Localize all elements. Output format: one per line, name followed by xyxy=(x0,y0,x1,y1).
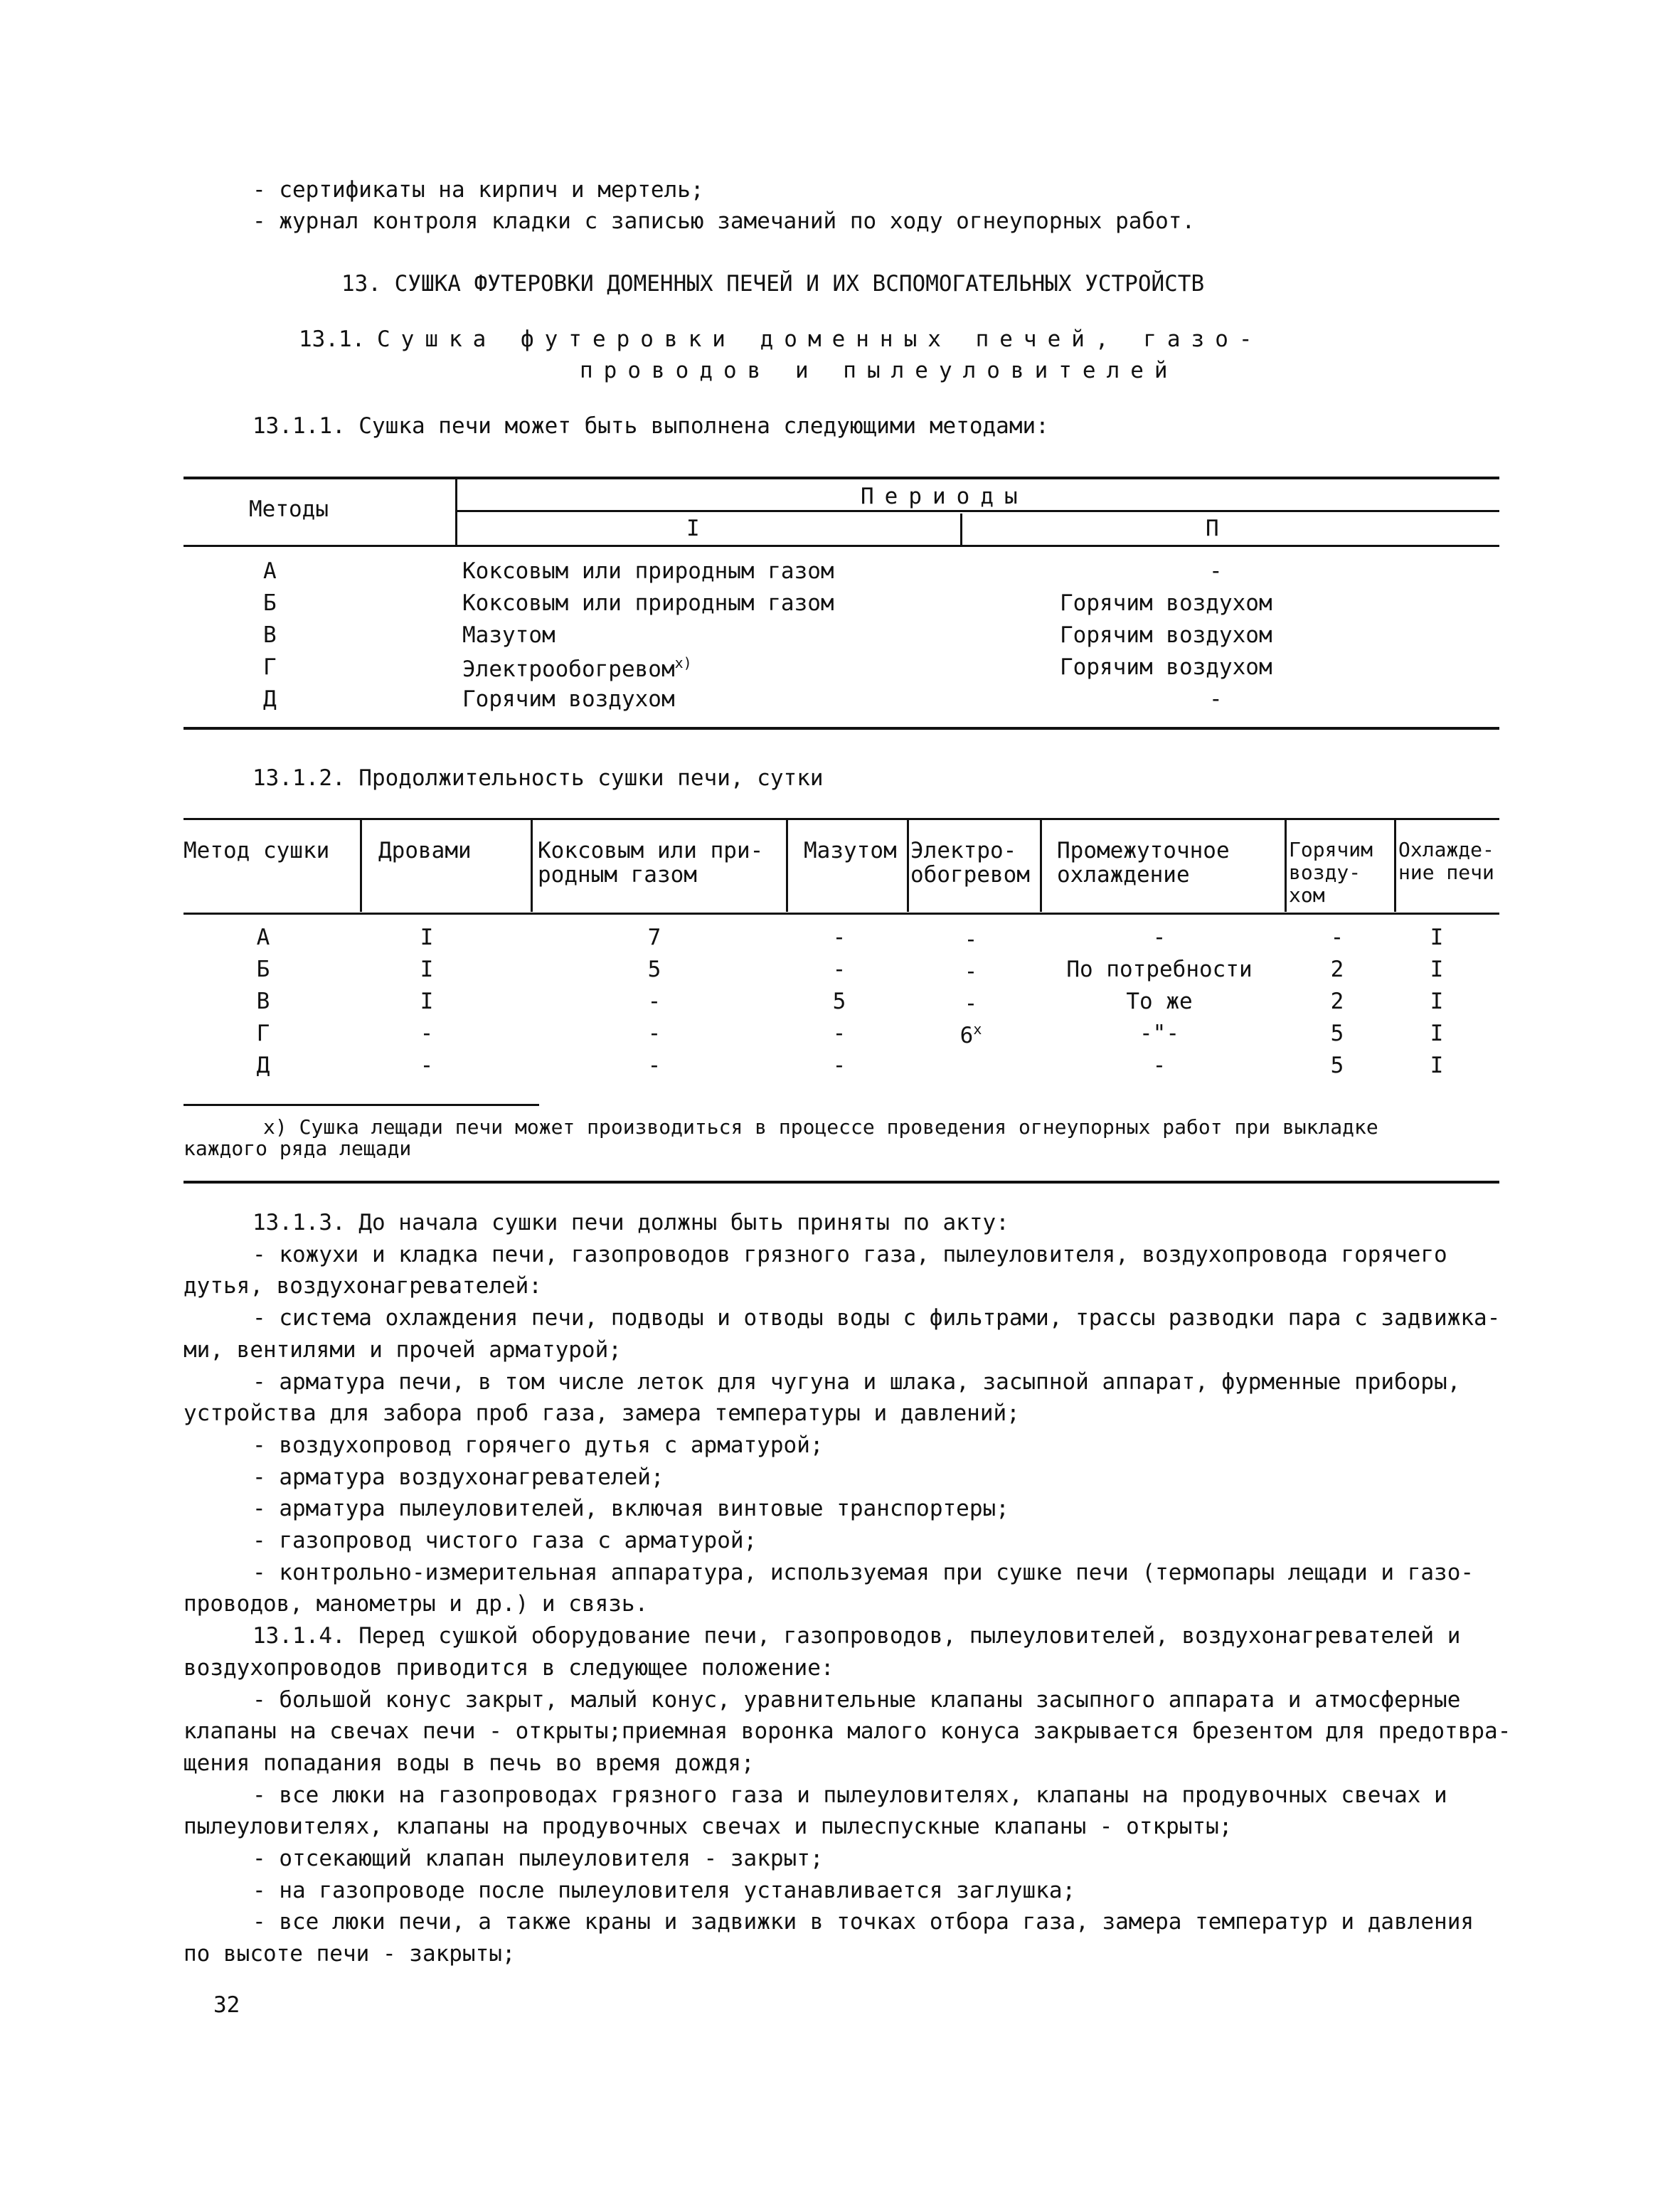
cell-period-1: Коксовым или природным газом xyxy=(462,590,834,616)
body-line: - все люки печи, а также краны и задвижки в точках отбора газа, замера температур и давления xyxy=(252,1909,1474,1935)
table-rule xyxy=(184,477,1499,479)
table-divider xyxy=(1394,819,1396,912)
col-header-methods: Методы xyxy=(249,496,329,522)
footnote-marker: x) xyxy=(674,654,692,671)
body-line: - все люки на газопроводах грязного газа и пылеуловителях, клапаны на продувочных свечах и xyxy=(252,1782,1447,1808)
cell-method: В xyxy=(256,989,270,1014)
subsection-title-line2: проводов и пылеуловителей xyxy=(580,358,1179,383)
cell-method: Д xyxy=(256,1053,270,1078)
col-header-fuel-oil: Мазутом xyxy=(804,838,897,863)
body-line: - система охлаждения печи, подводы и отводы воды с фильтрами, трассы разводки пара с задвижка- xyxy=(252,1305,1501,1331)
table-divider xyxy=(360,819,362,912)
section-title: 13. СУШКА ФУТЕРОВКИ ДОМЕННЫХ ПЕЧЕЙ И ИХ ВСПОМОГАТЕЛЬНЫХ УСТРОЙСТВ xyxy=(341,271,1205,297)
col-header-cooling: ние печи xyxy=(1398,861,1494,884)
col-header-periods: Периоды xyxy=(861,484,1028,509)
cell-period-2: Горячим воздухом xyxy=(1060,654,1272,680)
body-line: - арматура печи, в том числе леток для чугуна и шлака, засыпной аппарат, фурменные приборы, xyxy=(252,1369,1461,1395)
footnote-rule xyxy=(184,1181,1499,1184)
body-line: - кожухи и кладка печи, газопроводов грязного газа, пылеуловителя, воздухопровода горячего xyxy=(252,1242,1447,1267)
cell-method: Б xyxy=(256,957,270,982)
table-divider xyxy=(907,819,909,912)
cell-method: Б xyxy=(263,590,277,616)
cell-period-1: Мазутом xyxy=(462,622,555,648)
cell-cooling: I xyxy=(1430,1021,1444,1046)
table-divider xyxy=(786,819,788,912)
cell-coke: - xyxy=(647,1021,661,1046)
cell-period-1: Коксовым или природным газом xyxy=(462,558,834,584)
table-rule xyxy=(184,913,1499,915)
body-line: - отсекающий клапан пылеуловителя - закрыт; xyxy=(252,1846,824,1871)
col-header-intermediate: охлаждение xyxy=(1057,862,1190,888)
cell-hot-air: 2 xyxy=(1330,989,1344,1014)
cell-electro: - xyxy=(964,959,978,984)
body-line: дутья, воздухонагревателей: xyxy=(184,1273,542,1299)
col-header-hot-air: возду- xyxy=(1289,861,1361,884)
cell-coke: - xyxy=(647,1053,661,1078)
cell-cooling: I xyxy=(1430,1053,1444,1078)
page-number: 32 xyxy=(213,1992,240,2018)
body-line: пылеуловителях, клапаны на продувочных свечах и пылеспускные клапаны - открыты; xyxy=(184,1814,1233,1839)
cell-wood: I xyxy=(420,957,434,982)
table-divider xyxy=(960,514,962,546)
cell-hot-air: 2 xyxy=(1330,957,1344,982)
cell-wood: - xyxy=(420,1021,434,1046)
cell-period-1: Горячим воздухом xyxy=(462,686,675,712)
col-header-cooling: Охлажде- xyxy=(1398,838,1494,861)
cell-period-2: Горячим воздухом xyxy=(1060,622,1272,648)
cell-fuel-oil: - xyxy=(832,957,846,982)
footnote-line: каждого ряда лещади xyxy=(184,1137,412,1160)
cell-fuel-oil: 5 xyxy=(832,989,846,1014)
cell-coke: - xyxy=(647,989,661,1014)
col-header-electro: обогревом xyxy=(910,862,1030,888)
body-line: - контрольно-измерительная аппаратура, используемая при сушке печи (термопары лещади и газо- xyxy=(252,1560,1474,1585)
cell-fuel-oil: - xyxy=(832,1053,846,1078)
body-line: - воздухопровод горячего дутья с арматурой; xyxy=(252,1432,824,1458)
body-line: устройства для забора проб газа, замера температуры и давлений; xyxy=(184,1400,1020,1426)
table-rule xyxy=(184,727,1499,730)
col-header-intermediate: Промежуточное xyxy=(1057,838,1230,863)
body-line: ми, вентилями и прочей арматурой; xyxy=(184,1337,622,1363)
cell-electro: - xyxy=(964,991,978,1016)
cell-cooling: I xyxy=(1430,925,1444,950)
cell-intermediate: - xyxy=(1152,925,1166,950)
body-line: 13.1.3. До начала сушки печи должны быть приняты по акту: xyxy=(252,1210,1009,1235)
subsection-number: 13.1. xyxy=(299,326,366,352)
cell-cooling: I xyxy=(1430,989,1444,1014)
col-header-period-1: I xyxy=(686,516,700,541)
body-line: - арматура пылеуловителей, включая винтовые транспортеры; xyxy=(252,1496,1009,1521)
body-line: - газопровод чистого газа с арматурой; xyxy=(252,1528,757,1553)
cell-fuel-oil: - xyxy=(832,925,846,950)
cell-method: А xyxy=(256,925,270,950)
cell-fuel-oil: - xyxy=(832,1021,846,1046)
cell-wood: I xyxy=(420,989,434,1014)
cell-hot-air: - xyxy=(1330,925,1344,950)
body-line: - на газопроводе после пылеуловителя устанавливается заглушка; xyxy=(252,1878,1076,1903)
cell-method: Г xyxy=(256,1021,270,1046)
paragraph-13-1-1: 13.1.1. Сушка печи может быть выполнена следующими методами: xyxy=(252,413,1049,439)
cell-hot-air: 5 xyxy=(1330,1053,1344,1078)
table-divider xyxy=(1040,819,1042,912)
cell-method: А xyxy=(263,558,277,584)
body-line: клапаны на свечах печи - открыты;приемная воронка малого конуса закрывается брезентом для предотвра- xyxy=(184,1718,1511,1744)
cell-period-2: - xyxy=(1209,686,1223,712)
col-header-coke: Коксовым или при- xyxy=(538,838,764,863)
cell-period-1: Электрообогревом$^{x)}$ xyxy=(462,654,692,682)
col-header-method: Метод сушки xyxy=(184,838,330,863)
cell-wood: - xyxy=(420,1053,434,1078)
col-header-coke: родным газом xyxy=(538,862,697,888)
body-line: по высоте печи - закрыты; xyxy=(184,1941,516,1967)
cell-coke: 5 xyxy=(647,957,661,982)
table-rule xyxy=(184,818,1499,820)
col-header-wood: Дровами xyxy=(378,838,472,863)
col-header-hot-air: хом xyxy=(1289,883,1325,907)
body-line: - арматура воздухонагревателей; xyxy=(252,1464,664,1490)
body-line: проводов, манометры и др.) и связь. xyxy=(184,1591,649,1617)
cell-electro: - xyxy=(964,927,978,952)
body-line: 13.1.4. Перед сушкой оборудование печи, газопроводов, пылеуловителей, воздухонагревателей и xyxy=(252,1623,1461,1649)
body-line: воздухопроводов приводится в следующее положение: xyxy=(184,1655,834,1681)
cell-method: Д xyxy=(263,686,277,712)
cell-period-2: - xyxy=(1209,558,1223,584)
cell-wood: I xyxy=(420,925,434,950)
table-divider xyxy=(1285,819,1287,912)
cell-electro: 6$^x$ xyxy=(959,1021,982,1048)
intro-line: - журнал контроля кладки с записью замечаний по ходу огнеупорных работ. xyxy=(252,208,1196,234)
cell-method: Г xyxy=(263,654,277,680)
cell-method: В xyxy=(263,622,277,648)
col-header-electro: Электро- xyxy=(910,838,1017,863)
table-rule xyxy=(457,510,1499,512)
cell-period-2: Горячим воздухом xyxy=(1060,590,1272,616)
subsection-title-line1: Сушка футеровки доменных печей, газо- xyxy=(377,326,1263,352)
table-rule xyxy=(184,545,1499,547)
col-header-period-2: П xyxy=(1206,516,1219,541)
cell-coke: 7 xyxy=(647,925,661,950)
table-divider xyxy=(531,819,533,912)
cell-intermediate: По потребности xyxy=(1066,957,1253,982)
cell-intermediate: - xyxy=(1152,1053,1166,1078)
cell-hot-air: 5 xyxy=(1330,1021,1344,1046)
cell-intermediate: То же xyxy=(1126,989,1193,1014)
footnote-marker: x xyxy=(973,1021,982,1038)
body-line: - большой конус закрыт, малый конус, уравнительные клапаны засыпного аппарата и атмосферные xyxy=(252,1687,1461,1713)
col-header-hot-air: Горячим xyxy=(1289,838,1373,861)
cell-intermediate: -"- xyxy=(1139,1021,1179,1046)
paragraph-13-1-2: 13.1.2. Продолжительность сушки печи, сутки xyxy=(252,765,824,791)
cell-cooling: I xyxy=(1430,957,1444,982)
intro-line: - сертификаты на кирпич и мертель; xyxy=(252,177,704,203)
footnote-rule xyxy=(184,1104,539,1106)
footnote-line: x) Сушка лещади печи может производиться в процессе проведения огнеупорных работ при выкладке xyxy=(263,1115,1378,1139)
body-line: щения попадания воды в печь во время дождя; xyxy=(184,1750,755,1776)
